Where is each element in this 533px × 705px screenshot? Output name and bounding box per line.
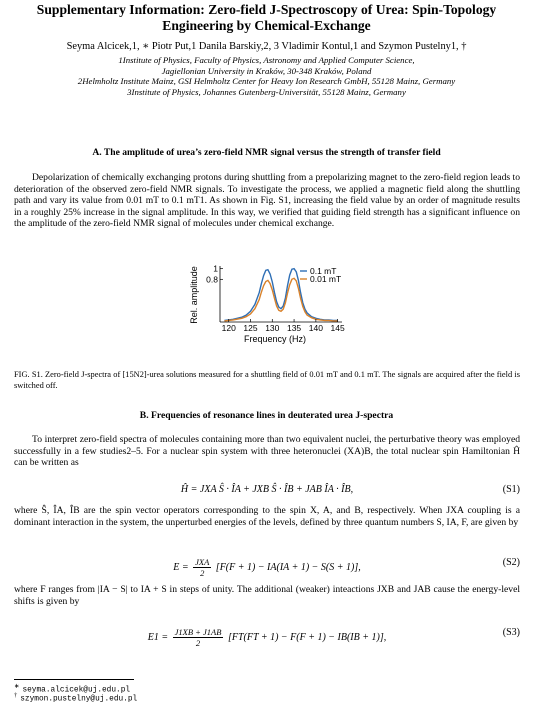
equation-s2-fraction (193, 557, 211, 578)
footnote-mark: ∗ (14, 683, 20, 690)
chart-legend (300, 266, 341, 284)
x-tick-label: 125 (243, 323, 258, 333)
section-b-paragraph-1: To interpret zero-field spectra of molecules containing more than two equivalent nuclei, the perturbative theory was employed successfully in a few studies2–5. For a nuclear spin system with three heteronuclei (XA)B, the total nuclear spin Hamiltonian Ĥ can be written as (14, 434, 520, 468)
legend-label-0: 0.1 mT (310, 266, 337, 276)
author-list: Seyma Alcicek,1, ∗ Piotr Put,1 Danila Barskiy,2, 3 Vladimir Kontul,1 and Szymon Pustelny1, † (66, 41, 467, 52)
footnote-text: szymon.pustelny@uj.edu.pl (20, 695, 138, 704)
paper-title (0, 2, 533, 34)
equation-s3-rhs: [FT(FT + 1) − F(F + 1) − IB(IB + 1)], (227, 632, 387, 643)
y-tick-label: 0.8 (206, 274, 218, 285)
affiliation-line: 1Institute of Physics, Faculty of Physics, Astronomy and Applied Computer Science, (118, 55, 415, 65)
affiliations (0, 55, 533, 97)
series-line-1 (224, 278, 337, 321)
section-b-paragraph-2: where Ŝ, ÎA, ÎB are the spin vector operators corresponding to the spin X, A, and B, respectively. When JXA coupling is a dominant interaction in the system, the unperturbed energies of the levels, defined by three quantum numbers S, IA, F, are given by (14, 505, 520, 528)
equation-s2-rhs: [F(F + 1) − IA(IA + 1) − S(S + 1)], (215, 562, 361, 573)
x-axis-label: Frequency (Hz) (243, 334, 307, 344)
section-b-paragraph-3: where F ranges from |IA − S| to IA + S in steps of unity. The additional (weaker) inteactions JXB and JAB cause the energy-level shifts is given by (14, 584, 520, 607)
title-line-1: Supplementary Information: Zero-field J-Spectroscopy of Urea: Spin-Topology (36, 2, 497, 17)
fraction-numerator: JXA (195, 557, 210, 567)
y-tick-label: 1 (213, 263, 218, 274)
equation-s3-lhs: E1 = (147, 632, 169, 643)
equation-s3-number: (S3) (502, 627, 520, 638)
fraction-numerator: J1XB + J1AB (174, 627, 222, 637)
y-axis-label: Rel. amplitude (189, 266, 199, 324)
equation-s1-body: Ĥ = JXA Ŝ · ÎA + JXB Ŝ · ÎB + JAB ÎA · ÎB, (180, 484, 354, 495)
footnote-divider (14, 679, 134, 680)
x-tick-label: 130 (265, 323, 280, 333)
affiliation-line: 2Helmholtz Institute Mainz, GSI Helmholtz Center for Heavy Ion Research GmbH, 55128 Mainz, Germany (77, 76, 456, 87)
fraction-denominator: 2 (195, 638, 201, 648)
equation-s3 (14, 625, 520, 648)
footnote-text: seyma.alcicek@uj.edu.pl (22, 686, 131, 695)
figure-caption: FIG. S1. Zero-field J-spectra of [15N2]-urea solutions measured for a shuttling field of 0.01 mT and 0.1 mT. The signals are acquired after the field is switched off. (14, 370, 520, 390)
section-a-heading: A. The amplitude of urea’s zero-field NMR signal versus the strength of transfer field (92, 147, 441, 158)
legend-label-1: 0.01 mT (310, 274, 342, 284)
x-tick-label: 120 (221, 323, 236, 333)
affiliation-line: 3Institute of Physics, Johannes Gutenberg-Universität, 55128 Mainz, Germany (127, 86, 406, 97)
equation-s2 (14, 555, 520, 578)
footnote-email-2 (14, 691, 137, 705)
figure-s1-chart (186, 262, 346, 344)
equation-s2-lhs: E = (173, 562, 189, 573)
equation-s3-fraction (173, 627, 224, 648)
title-line-2: Engineering by Chemical-Exchange (162, 18, 371, 33)
x-tick-label: 145 (330, 323, 345, 333)
fraction-denominator: 2 (200, 568, 205, 578)
equation-s2-number: (S2) (502, 557, 520, 568)
affiliation-line: Jagiellonian University in Kraków, 30-348 Kraków, Poland (161, 65, 372, 76)
x-tick-label: 135 (286, 323, 302, 333)
equation-s1 (14, 482, 520, 502)
x-tick-label: 140 (308, 323, 323, 333)
section-a-paragraph: Depolarization of chemically exchanging protons during shuttling from a prepolarizing magnet to the zero-field region leads to deterioration of the observed zero-field NMR signals. To investigate the process, we applied a magnetic field along the shuttling path and vary its value from 0.01 mT to 0.1 mT1. As shown in Fig. S1, increasing the field value by an order of magnitude results in a roughly 25% increase in the signal amplitude. In this way, we verified that guiding field strength has a significant influence on the amplitude of the zero-field NMR signal of molecules under chemical exchange. (14, 172, 520, 229)
equation-s1-number: (S1) (502, 484, 520, 495)
section-b-heading: B. Frequencies of resonance lines in deuterated urea J-spectra (139, 410, 394, 421)
footnote-mark: † (14, 692, 18, 699)
